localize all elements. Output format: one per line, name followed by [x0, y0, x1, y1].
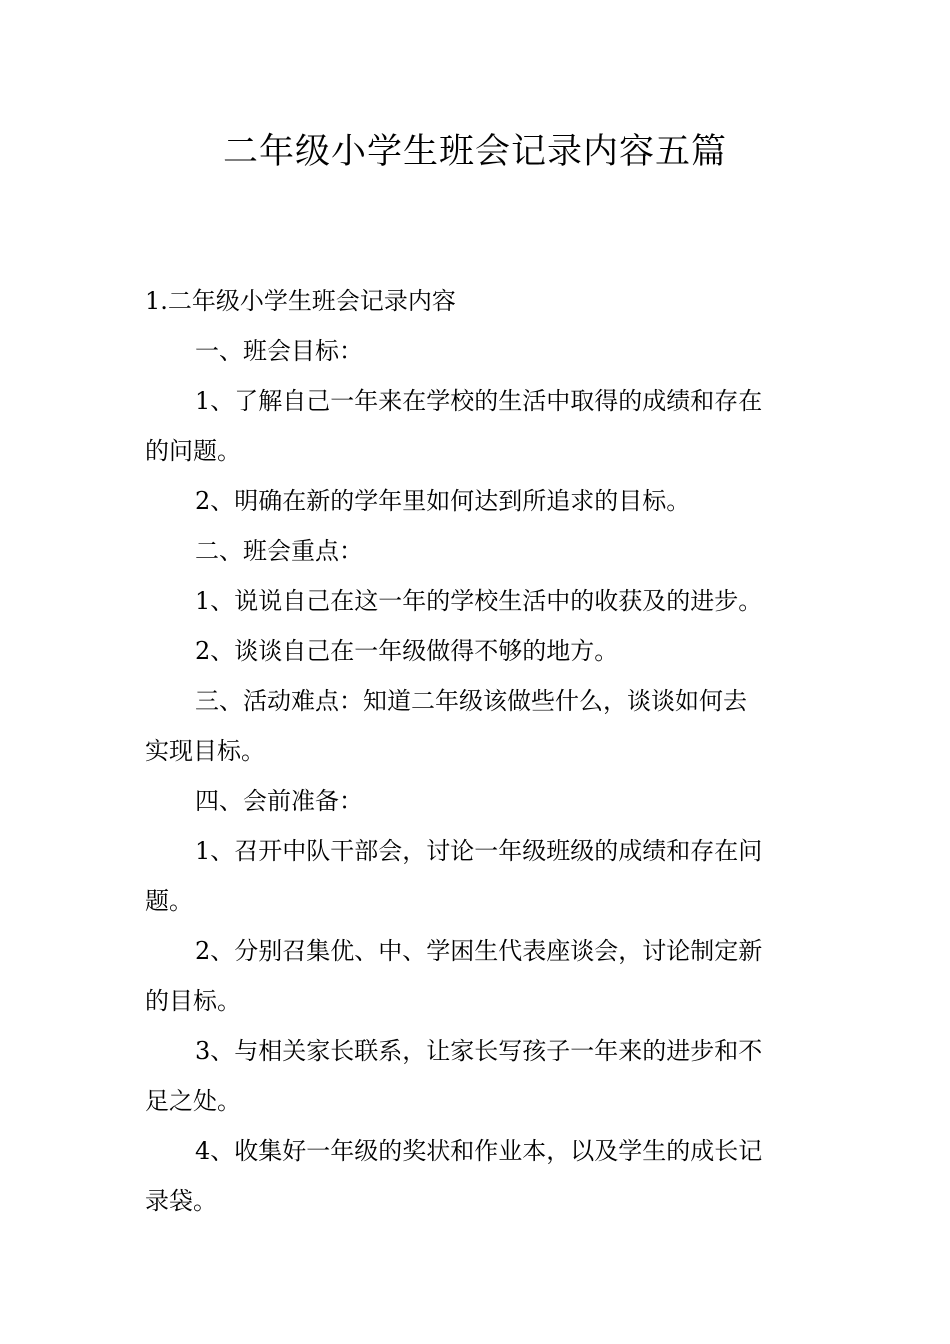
paragraph-line: 题。: [145, 887, 193, 915]
paragraph: [145, 476, 810, 526]
paragraph: [145, 776, 810, 826]
paragraph-line: 1、说说自己在这一年的学校生活中的收获及的进步。: [195, 587, 763, 615]
document-body: [145, 276, 810, 1226]
paragraph-line: 2、分别召集优、中、学困生代表座谈会，讨论制定新: [195, 937, 763, 965]
paragraph-line: 足之处。: [145, 1087, 241, 1115]
paragraph-line: 一、班会目标：: [195, 337, 363, 365]
paragraph: [145, 676, 810, 776]
paragraph-line: 的问题。: [145, 437, 241, 465]
paragraph: [145, 376, 810, 476]
paragraph-line: 实现目标。: [145, 737, 265, 765]
paragraph-line: 录袋。: [145, 1187, 217, 1215]
paragraph: [145, 1126, 810, 1226]
paragraph: [145, 1026, 810, 1126]
paragraph-line: 二、班会重点：: [195, 537, 363, 565]
paragraph-line: 2、谈谈自己在一年级做得不够的地方。: [195, 637, 619, 665]
paragraph-line: 3、与相关家长联系，让家长写孩子一年来的进步和不: [195, 1037, 763, 1065]
paragraph-line: 的目标。: [145, 987, 241, 1015]
paragraph-line: 4、收集好一年级的奖状和作业本，以及学生的成长记: [195, 1137, 763, 1165]
paragraph: [145, 576, 810, 626]
paragraph: [145, 326, 810, 376]
paragraph: [145, 626, 810, 676]
paragraph-line: 2、明确在新的学年里如何达到所追求的目标。: [195, 487, 691, 515]
paragraph: [145, 526, 810, 576]
section-heading: 1.二年级小学生班会记录内容: [145, 287, 456, 315]
paragraph-line: 四、会前准备：: [195, 787, 363, 815]
paragraph-line: 1、召开中队干部会，讨论一年级班级的成绩和存在问: [195, 837, 763, 865]
paragraph-line: 三、活动难点：知道二年级该做些什么，谈谈如何去: [195, 687, 747, 715]
paragraph-line: 1、了解自己一年来在学校的生活中取得的成绩和存在: [195, 387, 763, 415]
document-title: 二年级小学生班会记录内容五篇: [222, 132, 727, 172]
paragraph: [145, 826, 810, 926]
paragraph: [145, 926, 810, 1026]
